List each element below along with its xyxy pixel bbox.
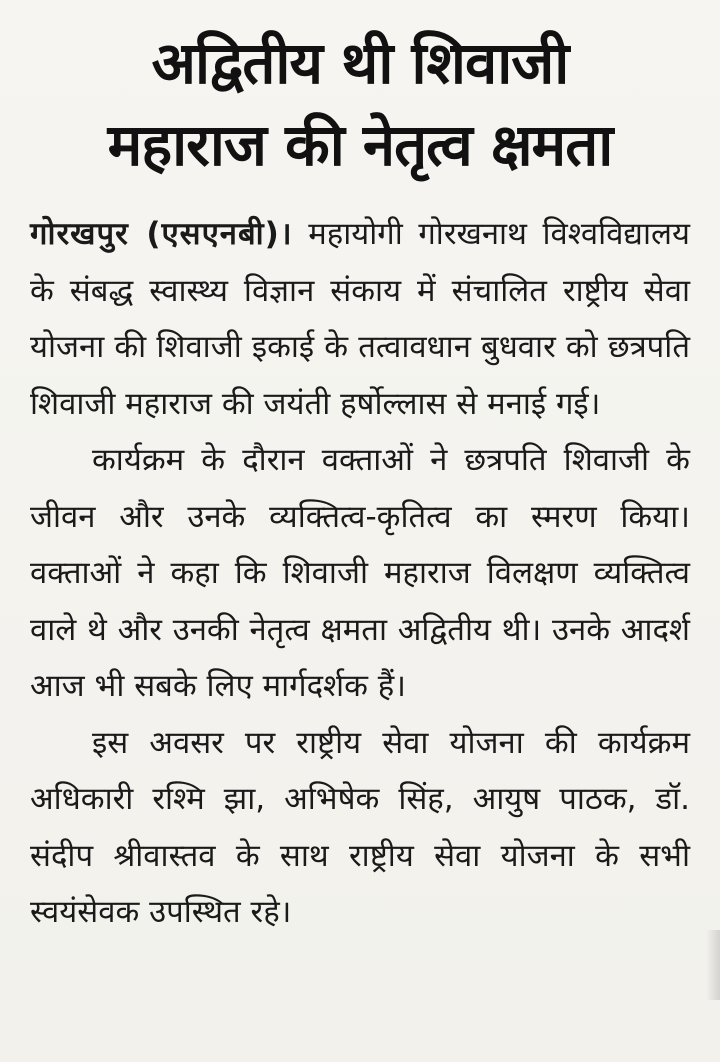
headline-line-1: अद्वितीय थी शिवाजी — [151, 29, 569, 97]
dateline: गोरखपुर (एसएनबी)। — [30, 216, 293, 252]
article-paragraph-1 — [30, 206, 690, 432]
article-paragraph-3: इस अवसर पर राष्ट्रीय सेवा योजना की कार्यक्रम अधिकारी रश्मि झा, अभिषेक सिंह, आयुष पाठक, डॉ. संदीप श्रीवास्तव के साथ राष्ट्रीय सेवा योजना के सभी स्वयंसेवक उपस्थित रहे। — [30, 724, 690, 930]
headline-line-2: महाराज की नेतृत्व क्षमता — [107, 111, 613, 179]
page-edge-shadow — [706, 930, 720, 1000]
paragraph-1-text: महायोगी गोरखनाथ विश्वविद्यालय के संबद्ध स्वास्थ्य विज्ञान संकाय में संचालित राष्ट्रीय सेवा योजना की शिवाजी इकाई के तत्वावधान बुधवार को छत्रपति शिवाजी महाराज की जयंती हर्षोल्लास से मनाई गई। — [30, 216, 690, 422]
article-paragraph-2: कार्यक्रम के दौरान वक्ताओं ने छत्रपति शिवाजी के जीवन और उनके व्यक्तित्व-कृतित्व का स्मरण किया। वक्ताओं ने कहा कि शिवाजी महाराज विलक्षण व्यक्तित्व वाले थे और उनकी नेतृत्व क्षमता अद्वितीय थी। उनके आदर्श आज भी सबके लिए मार्गदर्शक हैं। — [30, 442, 690, 704]
article-body — [30, 206, 690, 941]
